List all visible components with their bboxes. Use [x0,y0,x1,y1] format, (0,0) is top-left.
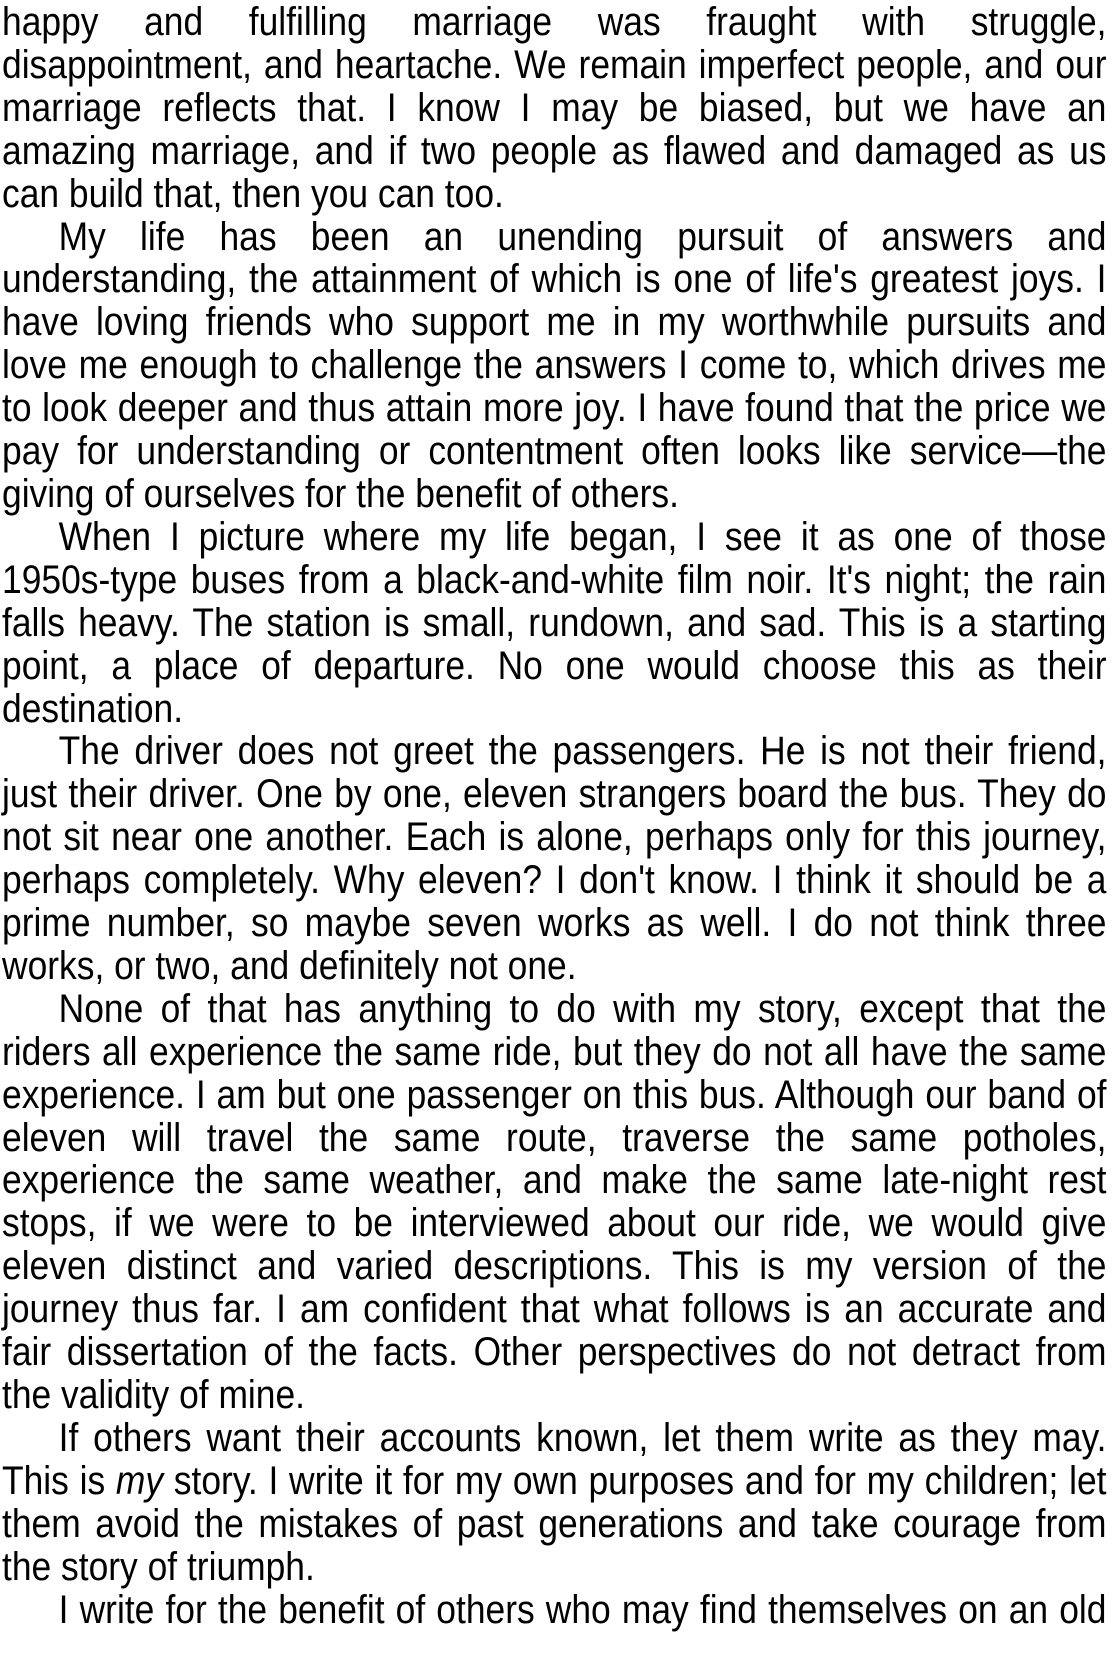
paragraph-text: The driver does not greet the passengers. He is not their friend, just their driver. One by one, eleven strangers board the bus. They do not sit near one another. Each is alone, perhaps only for this journey, perhaps completely. Why eleven? I don't know. I think it should be a prime number, so maybe seven works as well. I do not think three works, or two, and definitely not one. [2,729,1107,988]
paragraph-none-of-that [2,988,1106,1417]
paragraph-text: None of that has anything to do with my story, except that the riders all experience the same ride, but they do not all have the same experience. I am but one passenger on this bus. Although our band of eleven will travel the same route, traverse the same potholes, experience the same weather, and make the same late-night rest stops, if we were to be interviewed about our ride, we would give eleven distinct and varied descriptions. This is my version of the journey thus far. I am confident that what follows is an accurate and fair dissertation of the facts. Other perspectives do not detract from the validity of mine. [2,986,1107,1417]
paragraph-text: My life has been an unending pursuit of answers and understanding, the attainment of which is one of life's greatest joys. I have loving friends who support me in my worthwhile pursuits and love me enough to challenge the answers I come to, which drives me to look deeper and thus attain more joy. I have found that the price we pay for understanding or contentment often looks like service—the giving of ourselves for the benefit of others. [2,214,1107,516]
paragraph-text: I write for the benefit of others who may find themselves on an old [58,1587,1107,1632]
paragraph-continuation [2,1,1106,216]
text-column [2,1,1106,1631]
paragraph-when-i-picture [2,516,1106,731]
paragraph-text: When I picture where my life began, I see it as one of those 1950s-type buses from a black-and-white film noir. It's night; the rain falls heavy. The station is small, rundown, and sad. This is a starting point, a place of departure. No one would choose this as their destination. [2,514,1107,731]
paragraph-text: If others want their accounts known, let them write as they may. This is [2,1415,1107,1503]
paragraph-text: story. I write it for my own purposes and for my children; let them avoid the mistakes of past generations and take courage from the story of triumph. [2,1458,1107,1589]
paragraph-text: happy and fulfilling marriage was fraught with struggle, disappointment, and heartache. We remain imperfect people, and our marriage reflects that. I know I may be biased, but we have an amazing marriage, and if two people as flawed and damaged as us can build that, then you can too. [2,0,1107,216]
paragraph-i-write-partial [2,1589,1106,1632]
paragraph-the-driver [2,730,1106,987]
italic-word-my: my [115,1458,164,1503]
paragraph-my-life [2,216,1106,516]
paragraph-if-others [2,1417,1106,1589]
